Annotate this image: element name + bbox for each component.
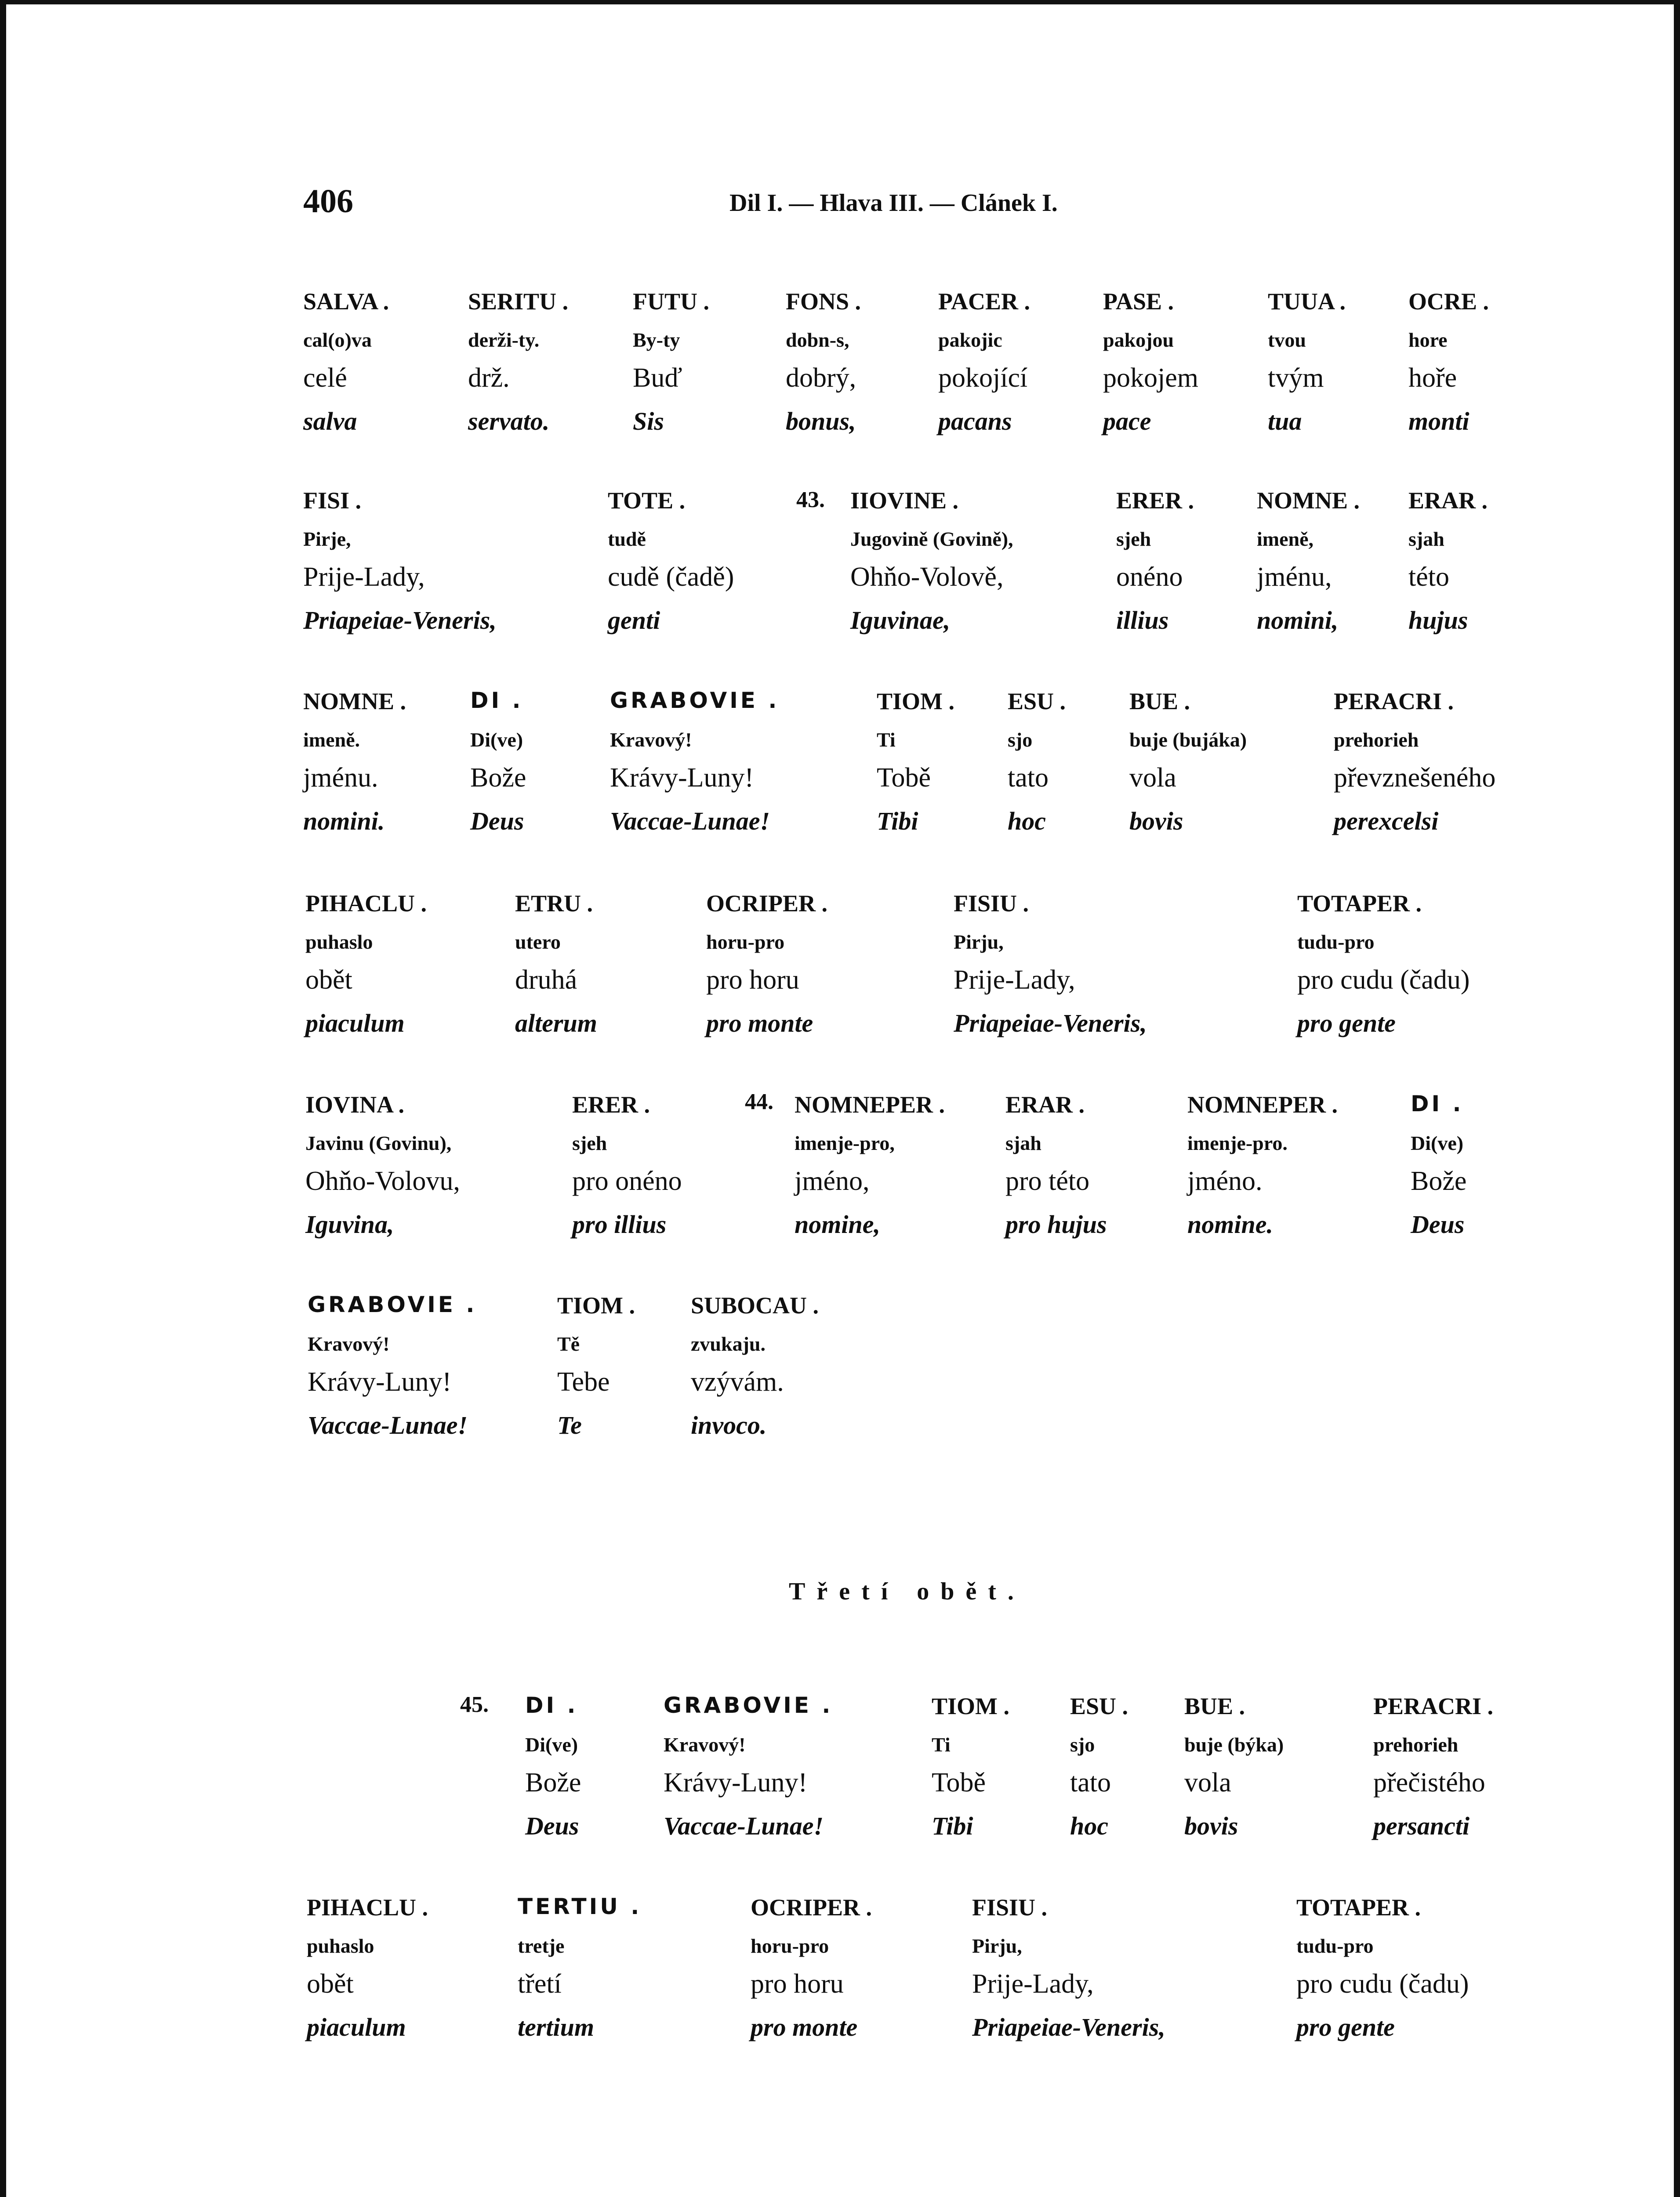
latin-translation: bonus,	[786, 407, 856, 435]
latin-translation: pace	[1103, 407, 1151, 435]
czech-translation: vola	[1129, 763, 1176, 793]
czech-translation: cudě (čadě)	[608, 562, 734, 592]
czech-translation: vola	[1184, 1768, 1231, 1798]
czech-translation: tato	[1008, 763, 1049, 793]
umbrian-word: NOMNEPER .	[795, 1091, 945, 1118]
latin-translation: pro hujus	[1005, 1210, 1107, 1239]
czech-translation: Bože	[1411, 1166, 1467, 1196]
umbrian-word: NOMNEPER .	[1187, 1091, 1338, 1118]
umbrian-word: DI .	[525, 1693, 578, 1718]
latin-translation: pro gente	[1297, 1009, 1396, 1037]
paragraph-number: 45.	[460, 1692, 489, 1717]
czech-translation: dobrý,	[786, 363, 856, 393]
latin-translation: hoc	[1008, 807, 1046, 835]
latin-translation: Priapeiae-Veneris,	[954, 1009, 1147, 1037]
latin-translation: hoc	[1070, 1812, 1108, 1840]
latin-translation: Te	[557, 1411, 582, 1439]
latin-translation: Iguvinae,	[850, 606, 951, 634]
slavic-gloss: puhaslo	[307, 1935, 374, 1957]
latin-translation: invoco.	[691, 1411, 767, 1439]
umbrian-word: TIOM .	[877, 688, 955, 714]
umbrian-word: PACER .	[938, 288, 1030, 315]
latin-translation: Priapeiae-Veneris,	[303, 606, 497, 634]
slavic-gloss: prehorieh	[1373, 1733, 1459, 1756]
latin-translation: bovis	[1184, 1812, 1238, 1840]
slavic-gloss: prehorieh	[1334, 729, 1419, 751]
slavic-gloss: Javinu (Govinu),	[305, 1132, 452, 1154]
czech-translation: Prije-Lady,	[303, 562, 425, 592]
latin-translation: nomini.	[303, 807, 385, 835]
latin-translation: hujus	[1408, 606, 1468, 634]
czech-translation: pro cudu (čadu)	[1296, 1969, 1469, 1999]
latin-translation: tua	[1268, 407, 1302, 435]
latin-translation: Vaccae-Lunae!	[664, 1812, 824, 1840]
slavic-gloss: Tě	[557, 1333, 580, 1355]
latin-translation: Deus	[470, 807, 524, 835]
czech-translation: této	[1408, 562, 1449, 592]
latin-translation: tertium	[518, 2013, 595, 2041]
umbrian-word: ETRU .	[515, 890, 593, 917]
umbrian-word: OCRIPER .	[706, 890, 828, 917]
umbrian-word: OCRIPER .	[751, 1894, 872, 1921]
slavic-gloss: tvou	[1268, 329, 1306, 351]
latin-translation: pro gente	[1296, 2013, 1395, 2041]
latin-translation: illius	[1116, 606, 1169, 634]
umbrian-word: GRABOVIE .	[610, 688, 780, 713]
slavic-gloss: derži-ty.	[468, 329, 540, 351]
czech-translation: Bože	[470, 763, 526, 793]
latin-translation: pro illius	[572, 1210, 667, 1239]
umbrian-word: PERACRI .	[1373, 1693, 1494, 1719]
czech-translation: obět	[305, 965, 352, 995]
umbrian-word: GRABOVIE .	[308, 1292, 477, 1317]
umbrian-word: FISIU .	[972, 1894, 1048, 1921]
latin-translation: perexcelsi	[1334, 807, 1439, 835]
slavic-gloss: tudu-pro	[1297, 931, 1375, 953]
slavic-gloss: Ti	[877, 729, 896, 751]
umbrian-word: NOMNE .	[1257, 487, 1360, 514]
umbrian-word: TOTE .	[608, 487, 686, 514]
latin-translation: genti	[608, 606, 660, 634]
czech-translation: obět	[307, 1969, 354, 1999]
slavic-gloss: hore	[1408, 329, 1448, 351]
slavic-gloss: imeně,	[1257, 528, 1314, 550]
latin-translation: pro monte	[751, 2013, 858, 2041]
slavic-gloss: horu-pro	[706, 931, 785, 953]
page-number: 406	[303, 183, 353, 220]
czech-translation: přečistého	[1373, 1768, 1485, 1798]
umbrian-word: FISI .	[303, 487, 362, 514]
latin-translation: piaculum	[307, 2013, 406, 2041]
umbrian-word: SERITU .	[468, 288, 569, 315]
czech-translation: celé	[303, 363, 347, 393]
slavic-gloss: Ti	[932, 1733, 951, 1756]
czech-translation: Tebe	[557, 1367, 610, 1397]
umbrian-word: ERAR .	[1005, 1091, 1085, 1118]
slavic-gloss: Di(ve)	[1411, 1132, 1464, 1154]
paragraph-number: 43.	[796, 487, 825, 512]
slavic-gloss: tudě	[608, 528, 646, 550]
umbrian-word: NOMNE .	[303, 688, 406, 714]
czech-translation: Krávy-Luny!	[664, 1768, 808, 1798]
umbrian-word: TOTAPER .	[1297, 890, 1422, 917]
latin-translation: persancti	[1373, 1812, 1470, 1840]
latin-translation: piaculum	[305, 1009, 405, 1037]
czech-translation: pro horu	[706, 965, 799, 995]
slavic-gloss: buje (bujáka)	[1129, 729, 1247, 751]
czech-translation: Buď	[633, 363, 682, 393]
slavic-gloss: pakojou	[1103, 329, 1174, 351]
slavic-gloss: Kravový!	[308, 1333, 390, 1355]
slavic-gloss: Di(ve)	[470, 729, 523, 751]
slavic-gloss: Pirje,	[303, 528, 351, 550]
slavic-gloss: buje (býka)	[1184, 1733, 1284, 1756]
umbrian-word: TOTAPER .	[1296, 1894, 1421, 1921]
czech-translation: Ohňo-Volovu,	[305, 1166, 460, 1196]
umbrian-word: FONS .	[786, 288, 861, 315]
czech-translation: převznešeného	[1334, 763, 1496, 793]
umbrian-word: ERER .	[1116, 487, 1194, 514]
czech-translation: jméno.	[1187, 1166, 1263, 1196]
latin-translation: nomini,	[1257, 606, 1339, 634]
czech-translation: Krávy-Luny!	[610, 763, 754, 793]
slavic-gloss: imenje-pro,	[795, 1132, 895, 1154]
czech-translation: Prije-Lady,	[972, 1969, 1094, 1999]
czech-translation: Tobě	[932, 1768, 986, 1798]
umbrian-word: SUBOCAU .	[691, 1292, 819, 1319]
czech-translation: Prije-Lady,	[954, 965, 1075, 995]
slavic-gloss: sjah	[1005, 1132, 1041, 1154]
latin-translation: nomine,	[795, 1210, 880, 1239]
slavic-gloss: puhaslo	[305, 931, 373, 953]
umbrian-word: PERACRI .	[1334, 688, 1454, 714]
slavic-gloss: Pirju,	[972, 1935, 1022, 1957]
slavic-gloss: dobn-s,	[786, 329, 849, 351]
latin-translation: Tibi	[877, 807, 918, 835]
slavic-gloss: Kravový!	[664, 1733, 746, 1756]
czech-translation: Tobě	[877, 763, 931, 793]
czech-translation: pro horu	[751, 1969, 844, 1999]
umbrian-word: SALVA .	[303, 288, 389, 315]
czech-translation: jménu,	[1257, 562, 1332, 592]
slavic-gloss: Pirju,	[954, 931, 1004, 953]
latin-translation: Priapeiae-Veneris,	[972, 2013, 1165, 2041]
czech-translation: Krávy-Luny!	[308, 1367, 452, 1397]
czech-translation: pro této	[1005, 1166, 1090, 1196]
latin-translation: Vaccae-Lunae!	[308, 1411, 468, 1439]
czech-translation: pokojící	[938, 363, 1028, 393]
umbrian-word: OCRE .	[1408, 288, 1489, 315]
czech-translation: Bože	[525, 1768, 581, 1798]
czech-translation: Ohňo-Volově,	[850, 562, 1004, 592]
czech-translation: jménu.	[303, 763, 378, 793]
latin-translation: Sis	[633, 407, 664, 435]
running-head: Dil I. — Hlava III. — Clánek I.	[729, 189, 1058, 217]
latin-translation: nomine.	[1187, 1210, 1273, 1239]
slavic-gloss: sjah	[1408, 528, 1444, 550]
umbrian-word: ESU .	[1008, 688, 1066, 714]
slavic-gloss: tudu-pro	[1296, 1935, 1374, 1957]
slavic-gloss: Kravový!	[610, 729, 692, 751]
umbrian-word: DI .	[470, 688, 523, 713]
czech-translation: onéno	[1116, 562, 1183, 592]
latin-translation: servato.	[468, 407, 550, 435]
czech-translation: pokojem	[1103, 363, 1198, 393]
latin-translation: Iguvina,	[305, 1210, 394, 1239]
czech-translation: vzývám.	[691, 1367, 784, 1397]
latin-translation: alterum	[515, 1009, 597, 1037]
umbrian-word: PIHACLU .	[305, 890, 427, 917]
umbrian-word: IOVINA .	[305, 1091, 405, 1118]
slavic-gloss: sjo	[1070, 1733, 1095, 1756]
umbrian-word: TUUA .	[1268, 288, 1346, 315]
czech-translation: drž.	[468, 363, 510, 393]
czech-translation: pro cudu (čadu)	[1297, 965, 1470, 995]
czech-translation: jméno,	[795, 1166, 870, 1196]
slavic-gloss: Jugovině (Govině),	[850, 528, 1013, 550]
latin-translation: pacans	[938, 407, 1012, 435]
slavic-gloss: By-ty	[633, 329, 680, 351]
latin-translation: Tibi	[932, 1812, 973, 1840]
slavic-gloss: zvukaju.	[691, 1333, 766, 1355]
paragraph-number: 44.	[745, 1089, 773, 1114]
latin-translation: Deus	[525, 1812, 579, 1840]
slavic-gloss: cal(o)va	[303, 329, 372, 351]
umbrian-word: BUE .	[1184, 1693, 1245, 1719]
slavic-gloss: imenje-pro.	[1187, 1132, 1288, 1154]
umbrian-word: ERAR .	[1408, 487, 1488, 514]
czech-translation: hoře	[1408, 363, 1457, 393]
czech-translation: tato	[1070, 1768, 1111, 1798]
slavic-gloss: utero	[515, 931, 561, 953]
umbrian-word: FUTU .	[633, 288, 709, 315]
latin-translation: monti	[1408, 407, 1470, 435]
umbrian-word: TIOM .	[932, 1693, 1010, 1719]
slavic-gloss: sjeh	[572, 1132, 607, 1154]
latin-translation: salva	[303, 407, 357, 435]
section-title: Třetí obět.	[789, 1578, 1025, 1605]
czech-translation: tvým	[1268, 363, 1324, 393]
slavic-gloss: sjeh	[1116, 528, 1151, 550]
czech-translation: druhá	[515, 965, 577, 995]
slavic-gloss: Di(ve)	[525, 1733, 578, 1756]
czech-translation: pro onéno	[572, 1166, 682, 1196]
umbrian-word: GRABOVIE .	[664, 1693, 833, 1718]
umbrian-word: ESU .	[1070, 1693, 1128, 1719]
latin-translation: Deus	[1411, 1210, 1465, 1239]
umbrian-word: BUE .	[1129, 688, 1190, 714]
slavic-gloss: tretje	[518, 1935, 565, 1957]
latin-translation: Vaccae-Lunae!	[610, 807, 770, 835]
umbrian-word: FISIU .	[954, 890, 1029, 917]
umbrian-word: TERTIU .	[518, 1894, 642, 1919]
umbrian-word: TIOM .	[557, 1292, 635, 1319]
latin-translation: bovis	[1129, 807, 1183, 835]
umbrian-word: DI .	[1411, 1091, 1464, 1117]
umbrian-word: PIHACLU .	[307, 1894, 428, 1921]
slavic-gloss: imeně.	[303, 729, 360, 751]
czech-translation: třetí	[518, 1969, 562, 1999]
latin-translation: pro monte	[706, 1009, 813, 1037]
umbrian-word: PASE .	[1103, 288, 1174, 315]
slavic-gloss: sjo	[1008, 729, 1033, 751]
slavic-gloss: pakojic	[938, 329, 1002, 351]
umbrian-word: ERER .	[572, 1091, 650, 1118]
slavic-gloss: horu-pro	[751, 1935, 829, 1957]
umbrian-word: IIOVINE .	[850, 487, 959, 514]
